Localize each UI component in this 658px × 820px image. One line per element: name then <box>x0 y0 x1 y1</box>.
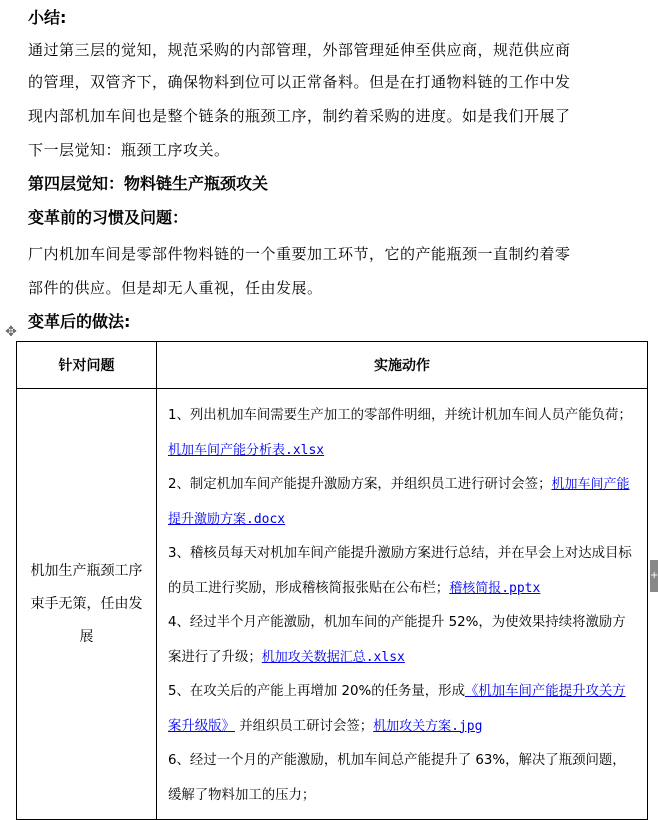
action-text: 3、稽核员每天对机加车间产能提升激励方案进行总结，并在早会上对达成目标的员工进行奖励，形成稽核简报张贴在公布栏； <box>168 546 632 596</box>
after-heading: 变革后的做法: <box>28 312 131 331</box>
side-add-handle-icon[interactable]: + <box>650 560 658 592</box>
file-link[interactable]: 机加攻关数据汇总.xlsx <box>261 649 405 665</box>
actions-cell <box>157 389 648 820</box>
action-item <box>168 606 635 675</box>
summary-line: 的管理，双管齐下，确保物料到位可以正常备料。但是在打通物料链的工作中发 <box>28 73 571 91</box>
summary-line: 现内部机加车间也是整个链条的瓶颈工序，制约着采购的进度。如是我们开展了 <box>28 107 571 125</box>
action-item <box>168 744 635 813</box>
issue-cell: 机加生产瓶颈工序束手无策，任由发展 <box>17 389 157 820</box>
file-link[interactable]: 机加车间产能提升激励方案.docx <box>168 477 630 527</box>
actions-table <box>16 341 648 820</box>
action-text: 并组织员工研讨会签； <box>234 718 374 734</box>
table-row <box>17 389 648 820</box>
file-link[interactable]: 稽核简报.pptx <box>449 580 541 596</box>
action-item <box>168 468 635 537</box>
action-item <box>168 537 635 606</box>
file-link[interactable]: 《机加车间产能提升攻关方案升级版》 <box>168 684 626 734</box>
file-link[interactable]: 机加车间产能分析表.xlsx <box>168 442 325 458</box>
action-text: 4、经过半个月产能激励，机加车间的产能提升 52%，为使效果持续将激励方案进行了升级； <box>168 615 626 665</box>
col-header-actions: 实施动作 <box>157 342 648 389</box>
before-line: 厂内机加车间是零部件物料链的一个重要加工环节，它的产能瓶颈一直制约着零 <box>28 245 571 263</box>
summary-line: 通过第三层的觉知，规范采购的内部管理，外部管理延伸至供应商，规范供应商 <box>28 41 571 59</box>
summary-heading: 小结: <box>28 8 67 27</box>
section-title: 第四层觉知：物料链生产瓶颈攻关 <box>28 174 269 193</box>
action-item <box>168 675 635 744</box>
action-text: 6、经过一个月的产能激励，机加车间总产能提升了 63%，解决了瓶颈问题，缓解了物料加工的压力； <box>168 753 626 803</box>
action-text: 2、制定机加车间产能提升激励方案，并组织员工进行研讨会签； <box>168 477 552 492</box>
file-link[interactable]: 机加攻关方案.jpg <box>373 718 483 734</box>
col-header-issue: 针对问题 <box>17 342 157 389</box>
summary-line: 下一层觉知：瓶颈工序攻关。 <box>28 141 230 159</box>
before-heading: 变革前的习惯及问题： <box>28 208 189 227</box>
table-move-handle-icon[interactable]: ✥ <box>5 324 17 340</box>
table-header-row <box>17 342 648 389</box>
before-line: 部件的供应。但是却无人重视，任由发展。 <box>28 279 323 297</box>
action-text: 5、在攻关后的产能上再增加 20%的任务量，形成 <box>168 684 465 699</box>
action-text: 1、列出机加车间需要生产加工的零部件明细，并统计机加车间人员产能负荷； <box>168 408 632 423</box>
action-item <box>168 399 635 468</box>
